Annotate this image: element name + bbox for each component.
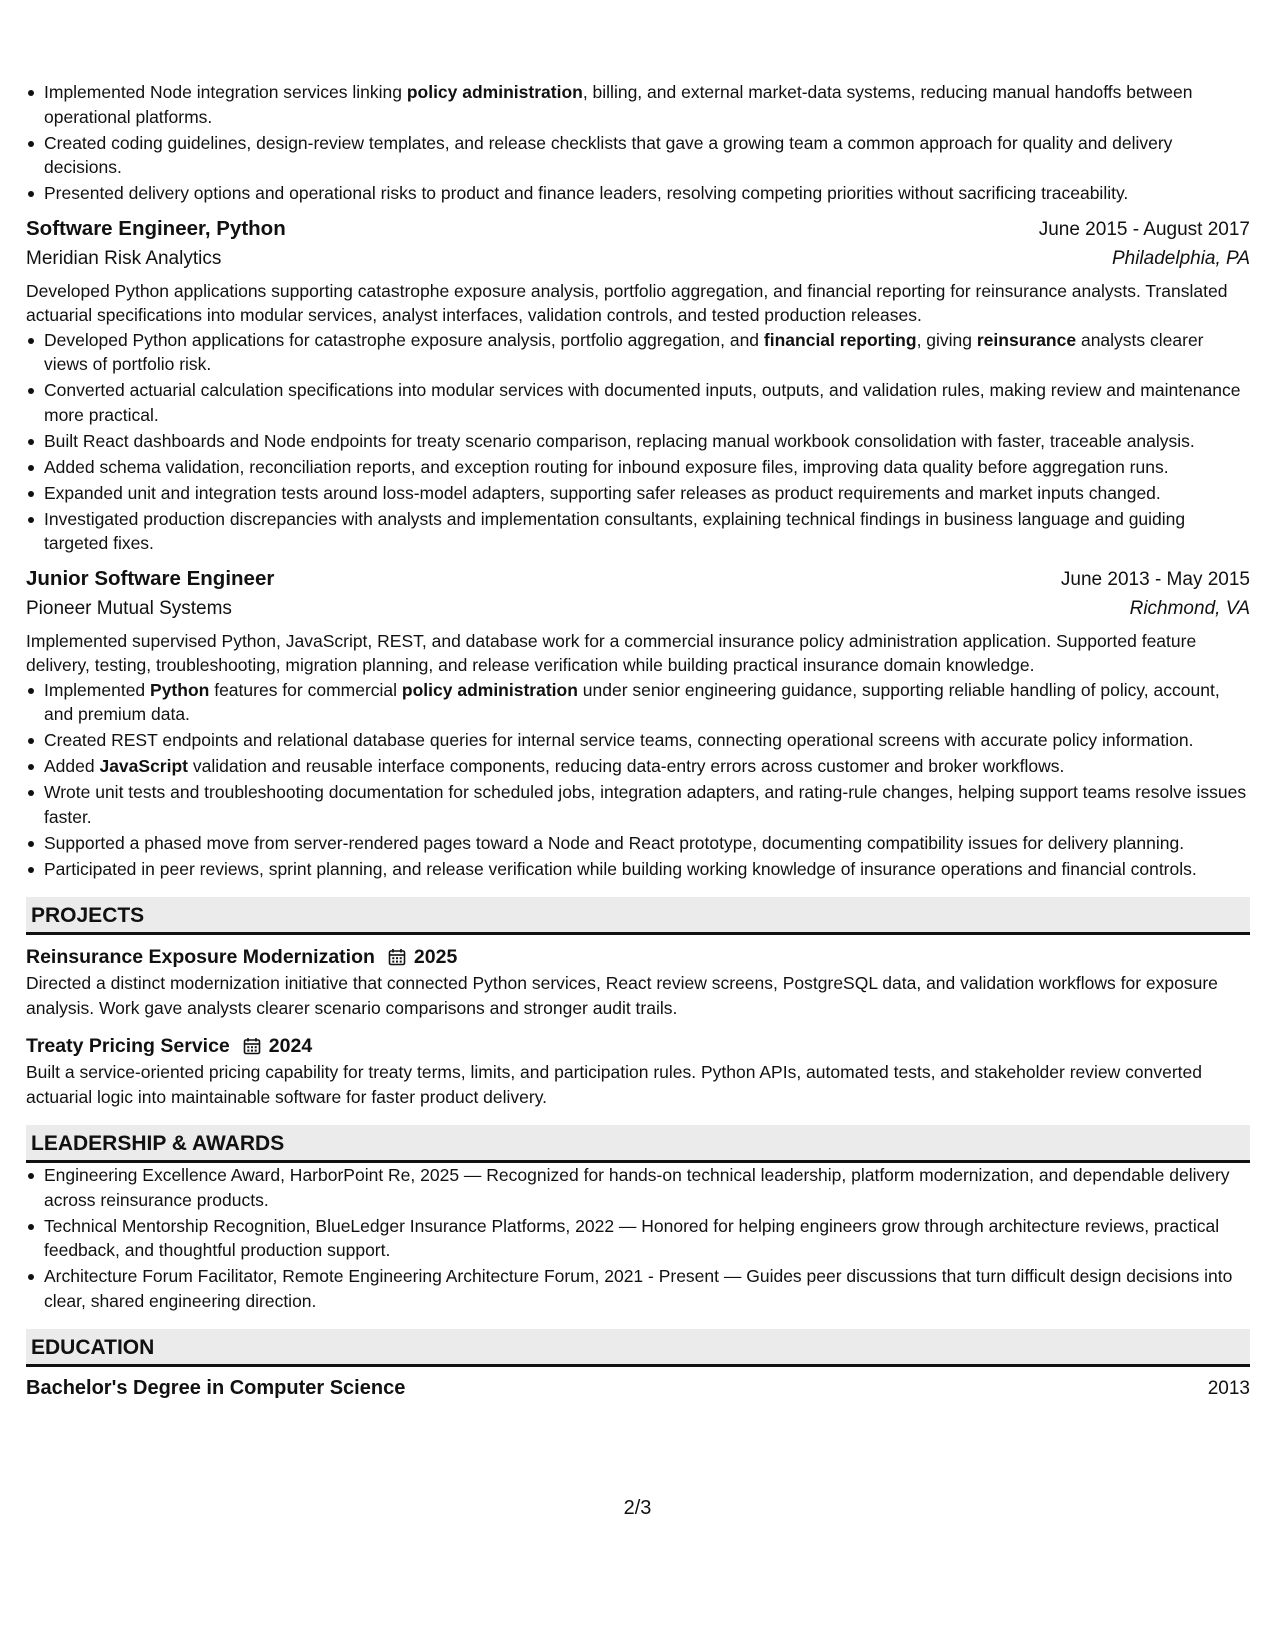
bullet-item (26, 754, 1250, 779)
bullet-item (26, 857, 1250, 882)
job-title: Software Engineer, Python (26, 216, 286, 240)
bullet-text: Created REST endpoints and relational database queries for internal service teams, connecting operational screens with accurate policy information. (44, 730, 1194, 750)
award-item: Architecture Forum Facilitator, Remote Engineering Architecture Forum, 2021 - Present — Guides peer discussions that turn difficult design decisions into clear, shared engineering direction. (26, 1264, 1250, 1313)
job-summary: Developed Python applications supporting catastrophe exposure analysis, portfolio aggregation, and financial reporting for reinsurance analysts. Translated actuarial specifications into modular services, analyst interfaces, validation controls, and tested production releases. (26, 280, 1228, 325)
bullet-text: Converted actuarial calculation specifications into modular services with documented inputs, outputs, and validation rules, making review and maintenance more practical. (44, 380, 1241, 425)
bullet-text: Supported a phased move from server-rendered pages toward a Node and React prototype, documenting compatibility issues for delivery planning. (44, 832, 1185, 853)
bullet-text: validation and reusable interface components, reducing data-entry errors across customer and broker workflows. (188, 756, 1065, 776)
project-entry (26, 943, 1250, 1020)
project-description: Directed a distinct modernization initiative that connected Python services, React review screens, PostgreSQL data, and validation workflows for exposure analysis. Work gave analysts clearer scenario comparisons and stronger audit trails. (26, 973, 1218, 1018)
leadership-heading: LEADERSHIP & AWARDS (26, 1125, 1250, 1163)
bullet-item (26, 131, 1250, 180)
bullet-keyword: policy administration (401, 679, 578, 700)
education-entry (26, 1376, 1250, 1404)
bullet-text: Presented delivery options and operational risks to product and finance leaders, resolving competing priorities without sacrificing traceability. (44, 183, 1129, 203)
bullet-item (26, 678, 1250, 727)
job-location: Philadelphia, PA (1111, 247, 1250, 269)
job-bullets (26, 678, 1250, 882)
job-dates: June 2013 - May 2015 (1060, 568, 1250, 590)
bullet-item (26, 831, 1250, 856)
bullet-item (26, 455, 1250, 480)
job-location: Richmond, VA (1129, 597, 1250, 619)
bullet-keyword: reinsurance (976, 329, 1077, 350)
bullet-item (26, 780, 1250, 829)
award-item: Engineering Excellence Award, HarborPoint Re, 2025 — Recognized for hands-on technical leadership, platform modernization, and dependable delivery across reinsurance products. (26, 1163, 1250, 1212)
resume-page (26, 80, 1250, 1404)
page-number: 2/3 (623, 1497, 652, 1519)
bullet-text: Added (44, 756, 100, 776)
project-year: 2024 (268, 1034, 313, 1057)
bullet-text: Developed Python applications for catastrophe exposure analysis, portfolio aggregation, and (44, 329, 764, 350)
award-item: Technical Mentorship Recognition, BlueLedger Insurance Platforms, 2022 — Honored for helping engineers grow through architecture reviews, practical feedback, and thoughtful production support. (26, 1214, 1250, 1263)
project-header (26, 943, 1250, 971)
bullet-keyword: JavaScript (99, 756, 188, 776)
job-header (26, 567, 1250, 597)
bullet-item (26, 728, 1250, 753)
project-description: Built a service-oriented pricing capability for treaty terms, limits, and participation rules. Python APIs, automated tests, and stakeholder review converted actuarial logic into maintainable software for faster product delivery. (26, 1062, 1202, 1107)
previous-job-bullets (26, 80, 1250, 206)
bullet-item (26, 378, 1250, 427)
bullet-text: under senior engineering guidance, supporting reliable handling of policy, account, and premium data. (44, 679, 1220, 724)
bullet-text: features for commercial (209, 679, 402, 700)
job-entry (26, 217, 1250, 556)
projects-heading: PROJECTS (26, 897, 1250, 935)
job-subheader (26, 247, 1250, 279)
bullet-item (26, 80, 1250, 129)
bullet-text: Implemented (44, 679, 151, 700)
bullet-keyword: financial reporting (763, 329, 917, 350)
job-subheader (26, 597, 1250, 629)
bullet-item (26, 328, 1250, 377)
bullet-text: , giving (916, 329, 977, 350)
project-name: Reinsurance Exposure Modernization (26, 945, 375, 968)
job-summary: Implemented supervised Python, JavaScript, REST, and database work for a commercial insurance policy administration application. Supported feature delivery, testing, troubleshooting, migration planning, and release verification while building practical insurance domain knowledge. (26, 630, 1197, 675)
calendar-icon (388, 948, 406, 966)
bullet-keyword: Python (150, 679, 210, 700)
project-header (26, 1032, 1250, 1060)
education-heading: EDUCATION (26, 1329, 1250, 1367)
bullet-text: Investigated production discrepancies with analysts and implementation consultants, explaining technical findings in business language and guiding targeted fixes. (44, 508, 1186, 553)
job-header (26, 217, 1250, 247)
bullet-text: Implemented Node integration services linking (44, 82, 407, 102)
project-year: 2025 (413, 945, 458, 968)
bullet-text: Participated in peer reviews, sprint planning, and release verification while building working knowledge of insurance operations and financial controls. (44, 858, 1197, 879)
company-name: Meridian Risk Analytics (26, 247, 222, 269)
job-entry (26, 567, 1250, 882)
bullet-item (26, 507, 1250, 556)
bullet-item (26, 181, 1250, 206)
bullet-item (26, 481, 1250, 506)
bullet-text: , billing, and external market-data systems, reducing manual handoffs between operational platforms. (44, 82, 1193, 127)
bullet-text: analysts clearer views of portfolio risk. (44, 329, 1204, 374)
bullet-text: Created coding guidelines, design-review templates, and release checklists that gave a growing team a common approach for quality and delivery decisions. (44, 132, 1173, 177)
bullet-keyword: policy administration (406, 82, 583, 102)
bullet-text: Built React dashboards and Node endpoints for treaty scenario comparison, replacing manual workbook consolidation with faster, traceable analysis. (44, 430, 1195, 451)
degree-name: Bachelor's Degree in Computer Science (26, 1377, 406, 1399)
graduation-year: 2013 (1207, 1378, 1250, 1399)
company-name: Pioneer Mutual Systems (26, 597, 232, 619)
bullet-text: Added schema validation, reconciliation reports, and exception routing for inbound exposure files, improving data quality before aggregation runs. (44, 456, 1169, 477)
bullet-item (26, 429, 1250, 454)
bullet-text: Expanded unit and integration tests around loss-model adapters, supporting safer releases as product requirements and market inputs changed. (44, 482, 1161, 503)
awards-list (26, 1163, 1250, 1313)
calendar-icon (243, 1037, 261, 1055)
job-dates: June 2015 - August 2017 (1038, 218, 1250, 240)
experience-list (26, 217, 1250, 882)
project-entry (26, 1032, 1250, 1109)
job-bullets (26, 328, 1250, 556)
project-name: Treaty Pricing Service (26, 1034, 230, 1057)
job-title: Junior Software Engineer (26, 566, 275, 590)
bullet-text: Wrote unit tests and troubleshooting documentation for scheduled jobs, integration adapters, and rating-rule changes, helping support teams resolve issues faster. (44, 782, 1247, 827)
